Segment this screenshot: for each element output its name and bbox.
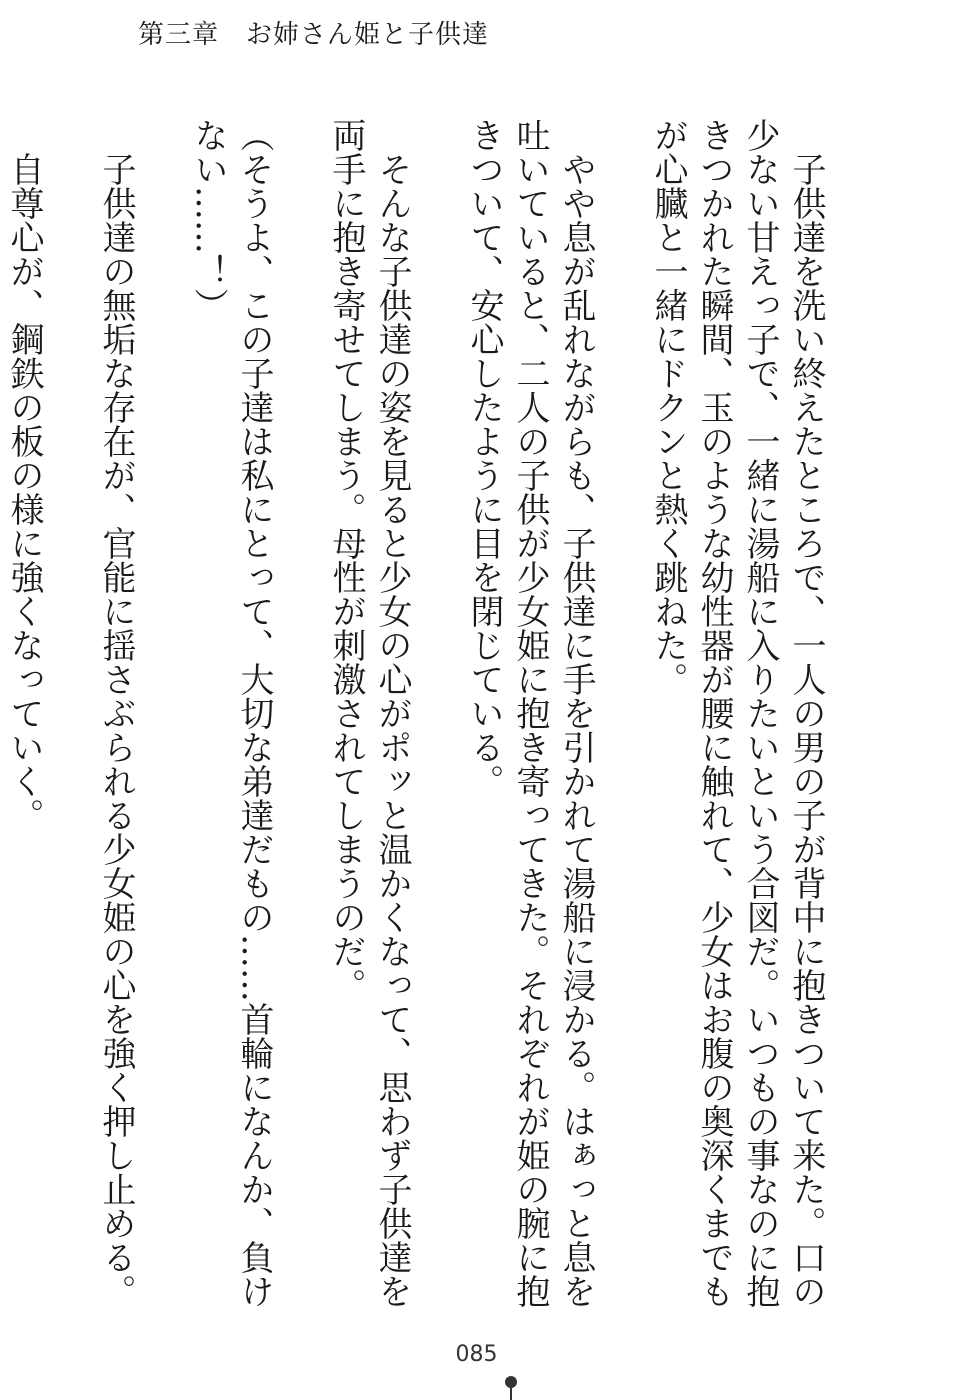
page-number: 085 <box>455 1342 498 1367</box>
paragraph-3: そんな子供達の姿を見ると少女の心がポッと温かくなって、思わず子供達を両手に抱き寄せてしまう。母性が刺激されてしまうのだ。 <box>326 118 412 1308</box>
running-head: 第三章 お姉さん姫と子供達 <box>138 20 490 50</box>
page-marker-stem <box>510 1388 512 1400</box>
paragraph-5: 子供達の無垢な存在が、官能に揺さぶられる少女姫の心を強く押し止める。 <box>96 118 136 1308</box>
paragraph-6: 自尊心が、鋼鉄の板の様に強くなっていく。 <box>4 118 44 832</box>
page-marker-dot <box>505 1376 517 1388</box>
paragraph-2: やや息が乱れながらも、子供達に手を引かれて湯船に浸かる。はぁっと息を吐いていると、二人の子供が少女姫に抱き寄ってきた。それぞれが姫の腕に抱きついて、安心したように目を閉じている。 <box>464 118 596 1308</box>
paragraph-4: （そうよ、この子達は私にとって、大切な弟達だもの……首輪になんか、負けない……！） <box>188 118 274 1308</box>
body-text <box>0 118 875 1318</box>
paragraph-1: 子供達を洗い終えたところで、一人の男の子が背中に抱きついて来た。口の少ない甘えっ子で、一緒に湯船に入りたいという合図だ。いつもの事なのに抱きつかれた瞬間、玉のような幼性器が腰に触れて、少女はお腹の奥深くまでもが心臓と一緒にドクンと熱く跳ねた。 <box>648 118 826 1308</box>
